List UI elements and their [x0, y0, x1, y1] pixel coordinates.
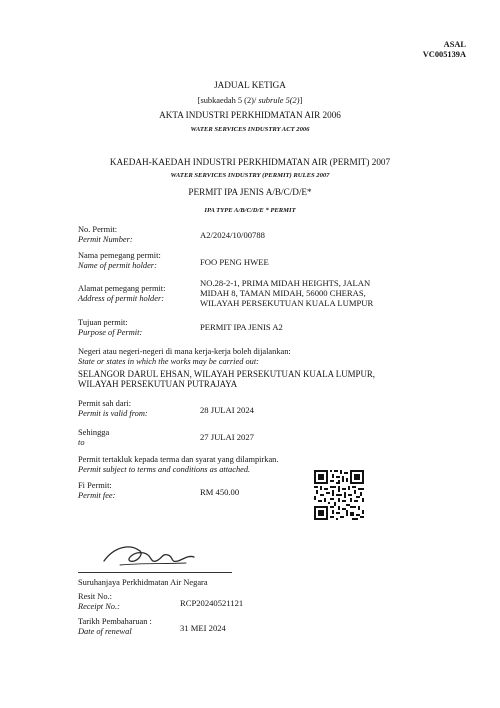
states-value: SELANGOR DARUL EHSAN, WILAYAH PERSEKUTUAN KUALA LUMPUR, WILAYAH PERSEKUTUAN PUTRAJAYA [78, 369, 375, 390]
schedule-title: JADUAL KETIGA [214, 80, 286, 90]
receipt-label-en: Receipt No.: [78, 601, 120, 611]
valid-to-label-ms: Sehingga [78, 428, 110, 437]
terms-note-en: Permit subject to terms and conditions as attached. [78, 464, 251, 474]
purpose-label-ms: Tujuan permit: [78, 318, 128, 327]
permit-number-value: A2/2024/10/00788 [200, 230, 265, 240]
receipt-label [78, 592, 120, 611]
act-title-en: WATER SERVICES INDUSTRY ACT 2006 [190, 126, 310, 133]
purpose-label-en: Purpose of Permit: [78, 327, 143, 337]
valid-from-label-ms: Permit sah dari: [78, 399, 132, 408]
address-value: NO.28-2-1, PRIMA MIDAH HEIGHTS, JALAN MIDAH 8, TAMAN MIDAH, 56000 CHERAS, WILAYAH PERSEKUTUAN KUALA LUMPUR [200, 278, 374, 308]
valid-from-value: 28 JULAI 2024 [200, 405, 254, 415]
holder-name-label-en: Name of permit holder: [78, 260, 157, 270]
copy-label: ASAL [443, 40, 466, 49]
terms-note-ms: Permit tertakluk kepada terma dan syarat yang dilampirkan. [78, 455, 279, 464]
fee-value: RM 450.00 [200, 487, 240, 497]
rules-title-ms: KAEDAH-KAEDAH INDUSTRI PERKHIDMATAN AIR (PERMIT) 2007 [109, 157, 391, 167]
valid-to-value: 27 JULAI 2027 [200, 432, 254, 442]
qr-code-icon [314, 470, 364, 520]
valid-from-label [78, 399, 148, 418]
authority-name: Suruhanjaya Perkhidmatan Air Negara [78, 578, 208, 587]
valid-from-label-en: Permit is valid from: [78, 408, 148, 418]
permit-title-ms: PERMIT IPA JENIS A/B/C/D/E* [188, 187, 312, 197]
address-label [78, 284, 165, 303]
permit-number-label-ms: No. Permit: [78, 225, 118, 234]
holder-name-value: FOO PENG HWEE [200, 257, 269, 267]
purpose-value: PERMIT IPA JENIS A2 [200, 322, 283, 332]
address-label-ms: Alamat pemegang permit: [78, 284, 166, 293]
signature-icon [100, 537, 198, 571]
subrule-text: [subkaedah 5 (2)/ subrule 5(2)] [197, 96, 303, 105]
act-title-ms: AKTA INDUSTRI PERKHIDMATAN AIR 2006 [159, 110, 341, 120]
states-label-en: State or states in which the works may be carried out: [78, 356, 259, 366]
rules-title-en: WATER SERVICES INDUSTRY (PERMIT) RULES 2007 [170, 172, 330, 179]
terms-note [78, 455, 278, 474]
address-label-en: Address of permit holder: [78, 293, 164, 303]
fee-label-ms: Fi Permit: [78, 481, 112, 490]
signature-line [78, 572, 232, 573]
holder-name-label [78, 251, 161, 270]
states-label-ms: Negeri atau negeri-negeri di mana kerja-kerja boleh dijalankan: [78, 347, 291, 356]
renewal-label [78, 617, 152, 636]
fee-label [78, 481, 115, 500]
receipt-value: RCP20240521121 [180, 598, 244, 608]
valid-to-label [78, 428, 109, 447]
receipt-label-ms: Resit No.: [78, 592, 112, 601]
renewal-label-en: Date of renewal [78, 626, 132, 636]
permit-number-label-en: Permit Number: [78, 234, 133, 244]
renewal-value: 31 MEI 2024 [180, 623, 226, 633]
valid-to-label-en: to [78, 437, 85, 447]
permit-number-label [78, 225, 133, 244]
purpose-label [78, 318, 142, 337]
renewal-label-ms: Tarikh Pembaharuan : [78, 617, 152, 626]
fee-label-en: Permit fee: [78, 490, 116, 500]
subrule-reference [0, 96, 500, 106]
permit-title-en: IPA TYPE A/B/C/D/E * PERMIT [204, 207, 296, 214]
reference-number: VC005139A [422, 50, 466, 59]
holder-name-label-ms: Nama pemegang permit: [78, 251, 161, 260]
states-label [78, 347, 291, 366]
